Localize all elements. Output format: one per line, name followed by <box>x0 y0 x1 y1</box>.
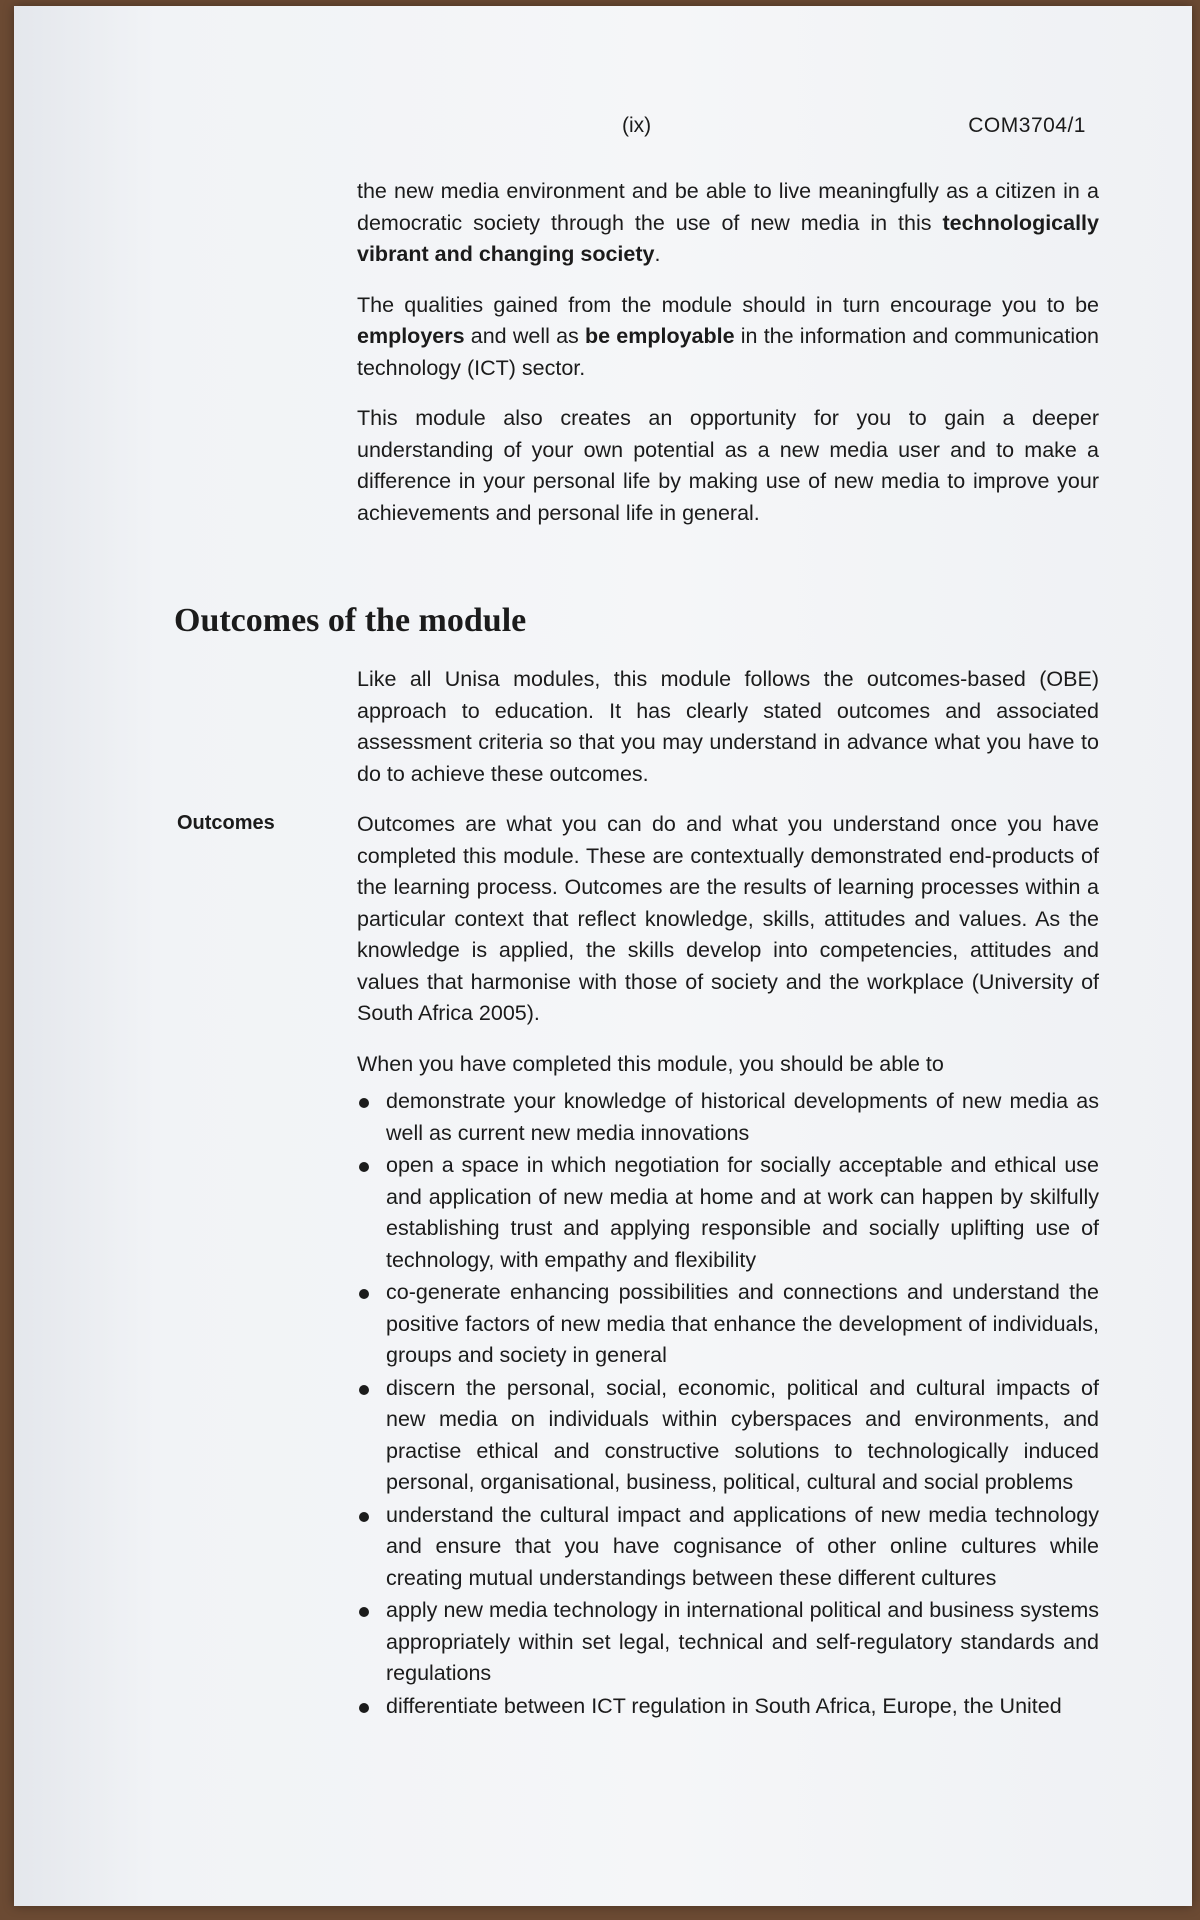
section-heading: Outcomes of the module <box>174 602 527 639</box>
outcomes-margin-label: Outcomes <box>177 812 275 834</box>
list-item: co-generate enhancing possibilities and connections and understand the positive factors of new media that enhance the development of individuals, groups and society in general <box>357 1277 1099 1372</box>
page-number: (ix) <box>622 114 652 137</box>
course-code: COM3704/1 <box>968 114 1086 137</box>
obe-paragraph: Like all Unisa modules, this module follows the outcomes-based (OBE) approach to education. It has clearly stated outcomes and associated assessment criteria so that you may understand in advance what you have to do to achieve these outcomes. <box>357 667 1099 786</box>
outcomes-list <box>357 1086 1099 1722</box>
intro-text <box>357 176 1099 548</box>
intro-paragraph-1: the new media environment and be able to live meaningfully as a citizen in a democratic society through the use of new media in this technologically vibrant and changing society. <box>357 179 1099 266</box>
document-page <box>14 6 1192 1906</box>
list-item: differentiate between ICT regulation in South Africa, Europe, the United <box>357 1691 1099 1723</box>
list-item: understand the cultural impact and applications of new media technology and ensure that you have cognisance of other online cultures while creating mutual understandings between these different cultures <box>357 1500 1099 1595</box>
intro-paragraph-3: This module also creates an opportunity for you to gain a deeper understanding of your own potential as a new media user and to make a difference in your personal life by making use of new media to improve your achievements and personal life in general. <box>357 406 1099 525</box>
list-item: discern the personal, social, economic, political and cultural impacts of new media on individuals within cyberspaces and environments, and practise ethical and constructive solutions to technologically induced personal, organisational, business, political, cultural and social problems <box>357 1373 1099 1499</box>
emphasis-text: employers <box>357 324 465 348</box>
intro-paragraph-2: The qualities gained from the module should in turn encourage you to be employers and well as be employable in the information and communication technology (ICT) sector. <box>357 292 1100 380</box>
outcomes-lead-in: When you have completed this module, you should be able to <box>357 1051 944 1076</box>
outcomes-definition-paragraph: Outcomes are what you can do and what you understand once you have completed this module. These are contextually demonstrated end-products of the learning process. Outcomes are the results of learning processes within a particular context that reflect knowledge, skills, attitudes and values. As the knowledge is applied, the skills develop into competencies, attitudes and values that harmonise with those of society and the workplace (University of South Africa 2005). <box>357 812 1099 1025</box>
outcomes-text <box>357 664 1099 1723</box>
emphasis-text: be employable <box>584 324 735 348</box>
list-item: apply new media technology in international political and business systems appropriately within set legal, technical and self-regulatory standards and regulations <box>357 1595 1099 1690</box>
list-item: demonstrate your knowledge of historical developments of new media as well as current new media innovations <box>357 1086 1099 1149</box>
emphasis-text: technologically vibrant and changing society <box>357 210 1099 266</box>
list-item: open a space in which negotiation for socially acceptable and ethical use and application of new media at home and at work can happen by skilfully establishing trust and applying responsible and socially uplifting use of technology, with empathy and flexibility <box>357 1150 1099 1276</box>
